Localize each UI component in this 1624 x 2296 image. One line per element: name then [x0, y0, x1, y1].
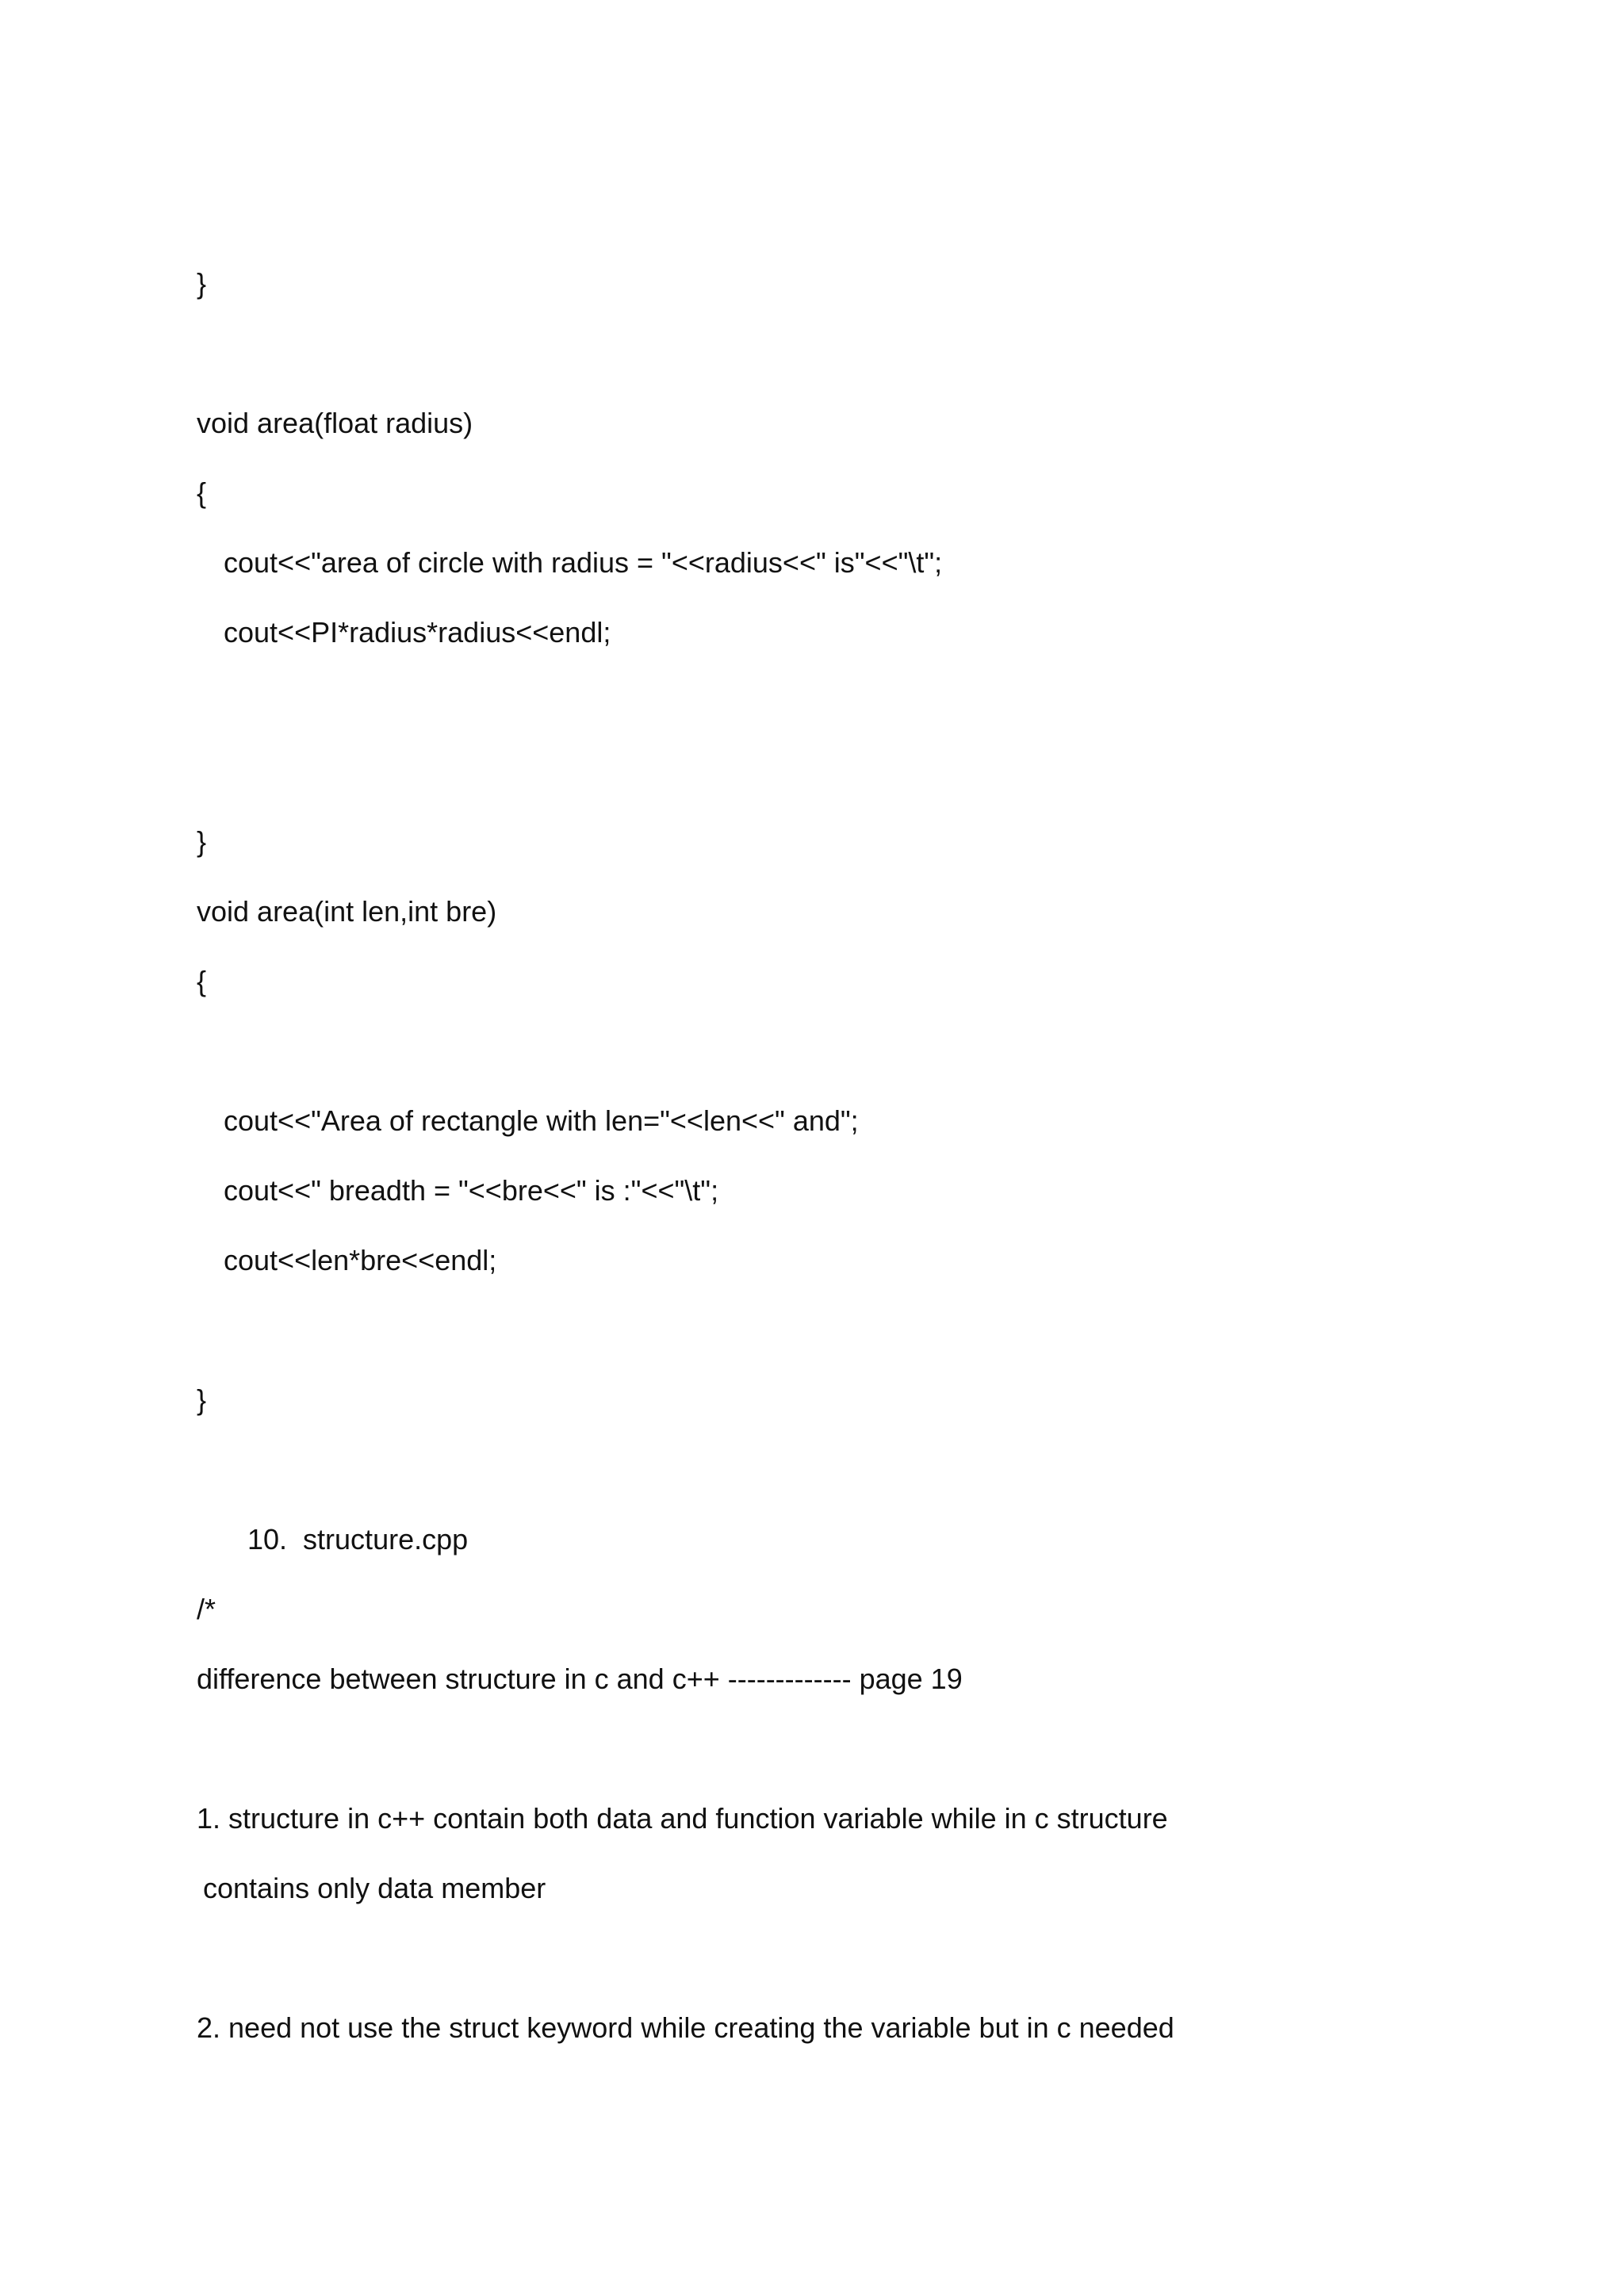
closing-brace-line: }: [197, 1383, 207, 1416]
comment-point-1-continued: contains only data member: [203, 1872, 546, 1904]
code-line-rectangle-output: cout<<"Area of rectangle with len="<<len<<" and";: [224, 1104, 859, 1137]
function-signature-area-int: void area(int len,int bre): [197, 895, 497, 928]
opening-brace-line: {: [197, 476, 207, 509]
closing-brace-line: }: [197, 267, 207, 300]
opening-brace-line: {: [197, 965, 207, 997]
code-line-circle-result: cout<<PI*radius*radius<<endl;: [224, 616, 611, 649]
code-line-rectangle-result: cout<<len*bre<<endl;: [224, 1244, 497, 1276]
section-heading-structure-cpp: 10. structure.cpp: [247, 1523, 469, 1556]
code-line-rectangle-breadth: cout<<" breadth = "<<bre<<" is :"<<"\t";: [224, 1174, 719, 1207]
function-signature-area-float: void area(float radius): [197, 407, 473, 439]
code-line-circle-output: cout<<"area of circle with radius = "<<radius<<" is"<<"\t";: [224, 546, 943, 579]
closing-brace-line: }: [197, 825, 207, 858]
comment-open-line: /*: [197, 1593, 216, 1625]
comment-point-1: 1. structure in c++ contain both data and function variable while in c structure: [197, 1802, 1168, 1835]
comment-heading-line: difference between structure in c and c++ ------------- page 19: [197, 1663, 963, 1695]
comment-point-2: 2. need not use the struct keyword while creating the variable but in c needed: [197, 2011, 1174, 2044]
